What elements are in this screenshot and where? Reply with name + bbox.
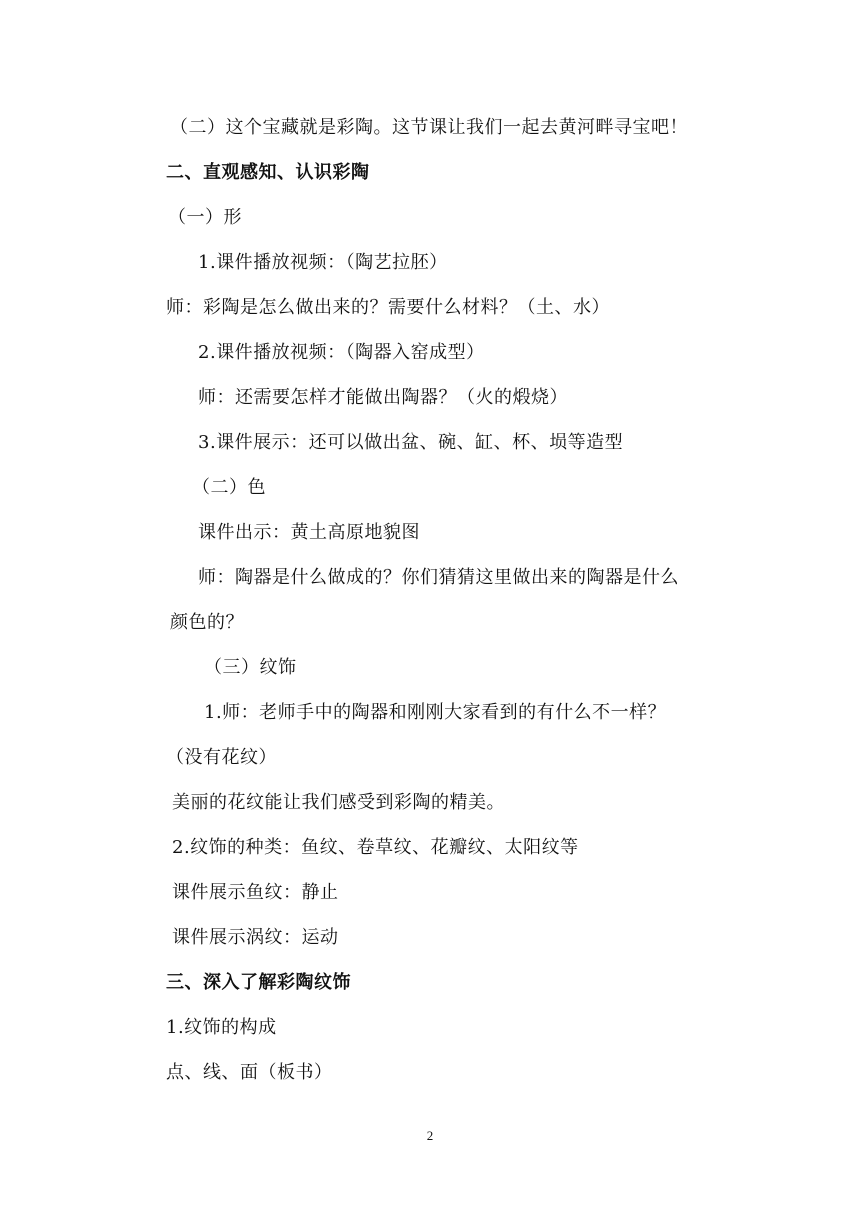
teacher-question-fire: 师：还需要怎样才能做出陶器？（火的煅烧） (198, 387, 568, 408)
answer-no-pattern: （没有花纹） (166, 747, 277, 768)
teacher-question-color-cont: 颜色的？ (170, 612, 244, 633)
blackboard-note: 点、线、面（板书） (166, 1062, 333, 1083)
paragraph-treasure-intro: （二）这个宝藏就是彩陶。这节课让我们一起去黄河畔寻宝吧！ (170, 117, 688, 138)
paragraph-beautiful-patterns: 美丽的花纹能让我们感受到彩陶的精美。 (172, 792, 505, 813)
list-item-video-1: 1.课件播放视频：（陶艺拉胚） (198, 252, 448, 273)
courseware-loess-plateau: 课件出示：黄土高原地貌图 (198, 522, 420, 543)
list-item-pattern-types: 2.纹饰的种类：鱼纹、卷草纹、花瓣纹、太阳纹等 (172, 837, 579, 858)
subsection-shape: （一）形 (168, 207, 242, 228)
subsection-decoration: （三）纹饰 (204, 657, 297, 678)
list-item-video-2: 2.课件播放视频：（陶器入窑成型） (198, 342, 485, 363)
subsection-color: （二）色 (192, 477, 266, 498)
courseware-fish-pattern: 课件展示鱼纹：静止 (172, 882, 339, 903)
list-item-teacher-pottery: 1.师：老师手中的陶器和刚刚大家看到的有什么不一样？ (204, 702, 667, 723)
section-heading-3: 三、深入了解彩陶纹饰 (166, 972, 351, 993)
page-number: 2 (426, 1128, 434, 1143)
list-item-composition: 1.纹饰的构成 (166, 1017, 277, 1038)
section-heading-2: 二、直观感知、认识彩陶 (166, 162, 370, 183)
courseware-swirl-pattern: 课件展示涡纹：运动 (172, 927, 339, 948)
list-item-shapes: 3.课件展示：还可以做出盆、碗、缸、杯、埙等造型 (198, 432, 624, 453)
teacher-question-color: 师：陶器是什么做成的？你们猜猜这里做出来的陶器是什么 (198, 567, 679, 588)
teacher-question-materials: 师：彩陶是怎么做出来的？需要什么材料？（土、水） (166, 297, 610, 318)
